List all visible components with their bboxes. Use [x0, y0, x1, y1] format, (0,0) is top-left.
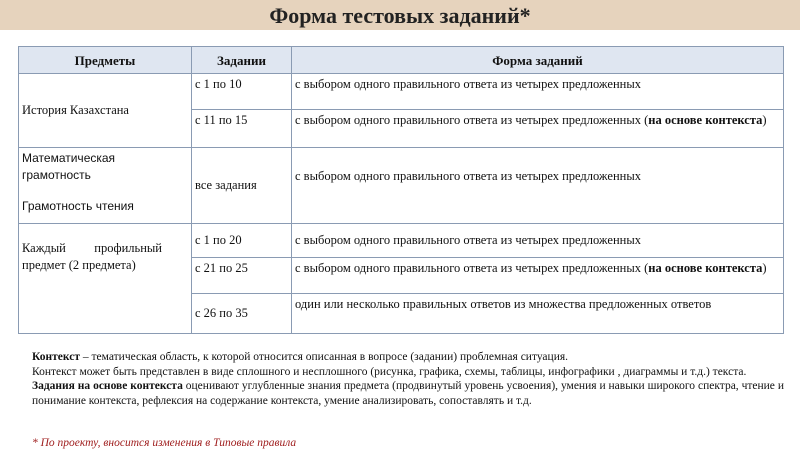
task-form-text: ) — [762, 261, 767, 275]
subject-reading-literacy: Грамотность чтения — [22, 199, 134, 213]
footnote: * По проекту, вносится изменения в Типовые правила — [32, 437, 297, 449]
task-form: один или несколько правильных ответов из множества предложенных ответов — [292, 294, 784, 334]
subject-profile-label: Каждый профильный предмет (2 предмета) — [22, 241, 162, 272]
page-title: Форма тестовых заданий* — [269, 3, 531, 28]
task-form-text: с выбором одного правильного ответа из четырех предложенных ( — [295, 261, 649, 275]
note-context-definition — [32, 350, 784, 365]
note-text: оценивают углубленные знания предмета (продвинутый уровень усвоения), умения и навыки широкого спектра, чтение и понимание контекста, рефлексия на содержание контекста, умение анализировать, сопоставлять и т.д. — [32, 380, 784, 407]
task-range: с 1 по 10 — [192, 74, 292, 110]
task-form: с выбором одного правильного ответа из четырех предложенных — [292, 224, 784, 258]
task-form — [292, 258, 784, 294]
subject-profile — [19, 224, 192, 334]
subject-literacy — [19, 148, 192, 224]
task-range: все задания — [192, 148, 292, 224]
task-range: с 21 по 25 — [192, 258, 292, 294]
context-notes — [32, 350, 784, 408]
task-form-text: с выбором одного правильного ответа из четырех предложенных ( — [295, 113, 649, 127]
table-row — [19, 148, 784, 224]
task-form: с выбором одного правильного ответа из четырех предложенных — [292, 74, 784, 110]
table-header-row — [19, 47, 784, 74]
task-range: с 1 по 20 — [192, 224, 292, 258]
task-form-text: ) — [762, 113, 767, 127]
task-range: с 11 по 15 — [192, 110, 292, 148]
header-subjects: Предметы — [19, 47, 192, 74]
table-row — [19, 74, 784, 110]
test-forms-table — [18, 46, 784, 334]
context-emphasis: на основе контекста — [648, 113, 763, 127]
context-emphasis: на основе контекста — [648, 261, 763, 275]
note-term: Контекст — [32, 351, 80, 363]
note-term: Задания на основе контекста — [32, 380, 183, 392]
task-form — [292, 110, 784, 148]
subject-history: История Казахстана — [19, 74, 192, 148]
task-range: с 26 по 35 — [192, 294, 292, 334]
subject-math-literacy: Математическая грамотность — [22, 151, 116, 182]
header-task-form: Форма заданий — [292, 47, 784, 74]
note-context-tasks — [32, 379, 784, 408]
note-text: – тематическая область, к которой относится описанная в вопросе (задании) проблемная ситуация. — [80, 351, 569, 363]
title-bar — [0, 0, 800, 30]
task-form: с выбором одного правильного ответа из четырех предложенных — [292, 148, 784, 224]
note-context-forms: Контекст может быть представлен в виде сплошного и несплошного (рисунка, графика, схемы, таблицы, инфографики , диаграммы и т.д.) текста. — [32, 365, 747, 378]
table-row — [19, 224, 784, 258]
header-tasks: Задании — [192, 47, 292, 74]
